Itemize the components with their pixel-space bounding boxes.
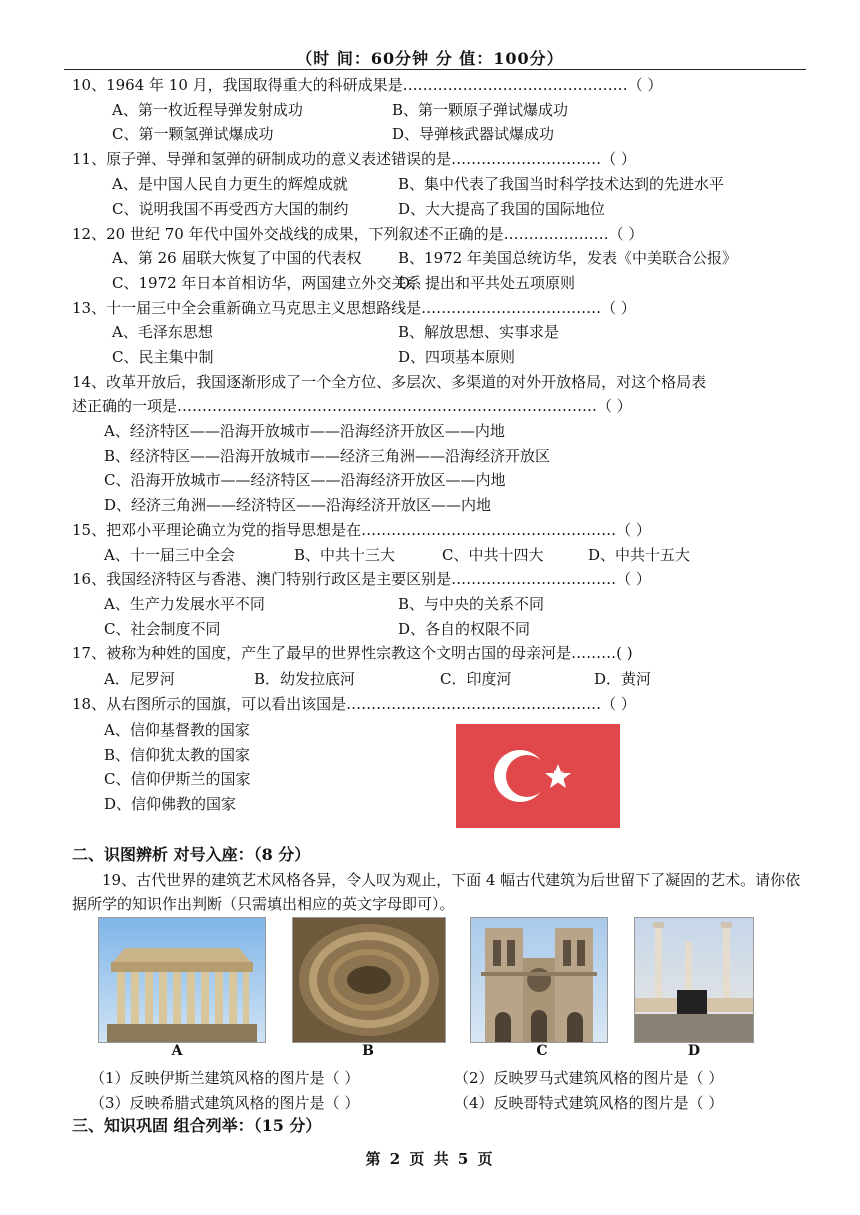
photo-label-a: A [171, 1043, 183, 1059]
mosque-photo [634, 917, 754, 1043]
colosseum-photo [292, 917, 446, 1043]
q12-option-c: C、1972 年日本首相访华，两国建立外交关系 [112, 274, 422, 292]
q12-option-a: A、第 26 届联大恢复了中国的代表权 [112, 249, 362, 267]
q12-option-d: D、提出和平共处五项原则 [398, 274, 576, 292]
question-14-stem-cont: 述正确的一项是…………………………………………………………………………（ ） [72, 397, 632, 415]
turkey-flag-image [456, 724, 620, 828]
q17-option-b: B．幼发拉底河 [254, 670, 356, 688]
question-14-stem: 14、改革开放后，我国逐渐形成了一个全方位、多层次、多渠道的对外开放格局，对这个格局表 [72, 373, 707, 391]
q18-option-a: A、信仰基督教的国家 [104, 721, 250, 739]
q11-option-b: B、集中代表了我国当时科学技术达到的先进水平 [398, 175, 725, 193]
q10-option-c: C、第一颗氢弹试爆成功 [112, 125, 274, 143]
q14-option-a: A、经济特区——沿海开放城市——沿海经济开放区——内地 [104, 422, 505, 440]
q12-option-b: B、1972 年美国总统访华，发表《中美联合公报》 [398, 249, 737, 267]
header-divider [64, 69, 806, 70]
q14-option-d: D、经济三角洲——经济特区——沿海经济开放区——内地 [104, 496, 492, 514]
q14-option-b: B、经济特区——沿海开放城市——经济三角洲——沿海经济开放区 [104, 447, 551, 465]
question-17-stem: 17、被称为种姓的国度，产生了最早的世界性宗教这个文明古国的母亲河是………( ) [72, 644, 633, 662]
exam-info-header: （时 间：60分钟 分 值：100分） [296, 49, 564, 68]
q18-option-d: D、信仰佛教的国家 [104, 795, 237, 813]
q15-option-d: D、中共十五大 [588, 546, 691, 564]
fill-blank-3: （3）反映希腊式建筑风格的图片是（ ） [90, 1094, 360, 1112]
q13-option-c: C、民主集中制 [112, 348, 214, 366]
q18-option-b: B、信仰犹太教的国家 [104, 746, 251, 764]
parthenon-photo [98, 917, 266, 1043]
photo-label-b: B [362, 1043, 374, 1059]
q11-option-a: A、是中国人民自力更生的辉煌成就 [112, 175, 348, 193]
q16-option-d: D、各自的权限不同 [398, 620, 531, 638]
question-11-stem: 11、原子弹、导弹和氢弹的研制成功的意义表述错误的是…………………………（ ） [72, 150, 636, 168]
q16-option-a: A、生产力发展水平不同 [104, 595, 265, 613]
q13-option-b: B、解放思想、实事求是 [398, 323, 560, 341]
page-footer: 第 2 页 共 5 页 [365, 1150, 495, 1168]
q14-option-c: C、沿海开放城市——经济特区——沿海经济开放区——内地 [104, 471, 506, 489]
q17-option-c: C．印度河 [440, 670, 512, 688]
fill-blank-2: （2）反映罗马式建筑风格的图片是（ ） [454, 1069, 724, 1087]
fill-blank-4: （4）反映哥特式建筑风格的图片是（ ） [454, 1094, 724, 1112]
question-19-text: 19、古代世界的建筑艺术风格各异，令人叹为观止，下面 4 幅古代建筑为后世留下了凝固的艺术。请你依据所学的知识作出判断（只需填出相应的英文字母即可）。 [72, 871, 801, 913]
question-10-stem: 10、1964 年 10 月，我国取得重大的科研成果是………………………………………（ ） [72, 76, 663, 94]
q10-option-a: A、第一枚近程导弹发射成功 [112, 101, 303, 119]
q17-option-d: D．黄河 [594, 670, 652, 688]
question-16-stem: 16、我国经济特区与香港、澳门特别行政区是主要区别是……………………………（ ） [72, 570, 651, 588]
question-18-stem: 18、从右图所示的国旗，可以看出该国是……………………………………………（ ） [72, 695, 636, 713]
q15-option-a: A、十一届三中全会 [104, 546, 235, 564]
q13-option-d: D、四项基本原则 [398, 348, 516, 366]
q16-option-c: C、社会制度不同 [104, 620, 221, 638]
q15-option-b: B、中共十三大 [294, 546, 396, 564]
photo-label-c: C [536, 1043, 548, 1059]
q10-option-d: D、导弹核武器试爆成功 [392, 125, 555, 143]
q10-option-b: B、第一颗原子弹试爆成功 [392, 101, 569, 119]
notre-dame-photo [470, 917, 608, 1043]
question-13-stem: 13、十一届三中全会重新确立马克思主义思想路线是………………………………（ ） [72, 299, 636, 317]
question-15-stem: 15、把邓小平理论确立为党的指导思想是在……………………………………………（ ） [72, 521, 651, 539]
q11-option-c: C、说明我国不再受西方大国的制约 [112, 200, 349, 218]
q16-option-b: B、与中央的关系不同 [398, 595, 545, 613]
question-12-stem: 12、20 世纪 70 年代中国外交战线的成果，下列叙述不正确的是…………………（ ） [72, 225, 644, 243]
fill-blank-1: （1）反映伊斯兰建筑风格的图片是（ ） [90, 1069, 360, 1087]
section-3-title: 三、知识巩固 组合列举：（15 分） [72, 1116, 322, 1135]
q13-option-a: A、毛泽东思想 [112, 323, 213, 341]
photo-label-d: D [687, 1043, 701, 1059]
q15-option-c: C、中共十四大 [442, 546, 544, 564]
q18-option-c: C、信仰伊斯兰的国家 [104, 770, 251, 788]
q17-option-a: A．尼罗河 [104, 670, 175, 688]
q11-option-d: D、大大提高了我国的国际地位 [398, 200, 606, 218]
section-2-title: 二、识图辨析 对号入座：（8 分） [72, 845, 311, 864]
